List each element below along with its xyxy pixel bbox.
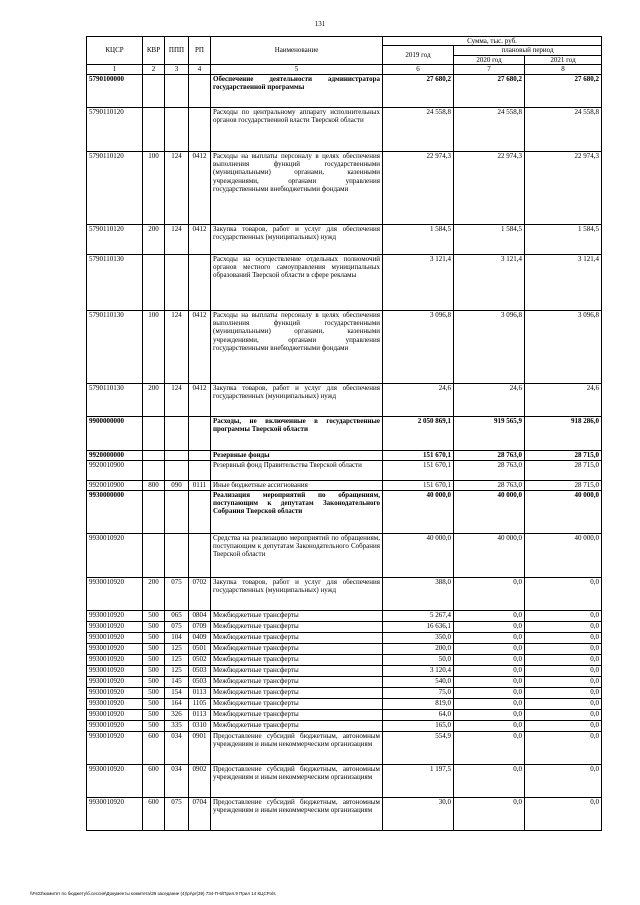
cell-rp: 0702 (189, 577, 211, 610)
budget-table (86, 36, 602, 831)
table-row (87, 254, 602, 310)
cell-rp: 0503 (189, 665, 211, 676)
cell-rp: 0113 (189, 687, 211, 698)
cell-name: Расходы, не включенные в государственные программы Тверской области (211, 416, 383, 450)
cell-2020: 28 763,0 (454, 450, 525, 460)
cell-2020: 0,0 (454, 720, 525, 731)
cell-ppp (165, 450, 189, 460)
cell-2019: 30,0 (383, 797, 454, 830)
cell-kcsr: 9930010920 (87, 797, 143, 830)
cell-2021: 28 715,0 (525, 460, 602, 480)
cell-kcsr: 9930010920 (87, 731, 143, 764)
table-row (87, 450, 602, 460)
cell-2019: 1 197,5 (383, 764, 454, 797)
cell-kcsr: 5790110120 (87, 151, 143, 224)
cell-name: Предоставление субсидий бюджетным, автономным учреждениям и иным некоммерческим организациям (211, 731, 383, 764)
cell-kvr (143, 533, 165, 577)
header-2020: 2020 год (454, 55, 525, 64)
cell-name: Закупка товаров, работ и услуг для обеспечения государственных (муниципальных) нужд (211, 383, 383, 416)
table-row (87, 764, 602, 797)
column-number: 6 (383, 65, 454, 74)
cell-kvr (143, 254, 165, 310)
table-row (87, 224, 602, 254)
cell-2021: 1 584,5 (525, 224, 602, 254)
cell-ppp: 125 (165, 643, 189, 654)
cell-rp: 0804 (189, 610, 211, 621)
table-row (87, 310, 602, 383)
cell-2019: 24,6 (383, 383, 454, 416)
cell-2021: 27 680,2 (525, 74, 602, 107)
cell-kvr: 500 (143, 698, 165, 709)
cell-2021: 0,0 (525, 610, 602, 621)
cell-2019: 554,9 (383, 731, 454, 764)
cell-2019: 165,0 (383, 720, 454, 731)
cell-2019: 40 000,0 (383, 533, 454, 577)
cell-2020: 3 096,8 (454, 310, 525, 383)
cell-ppp: 075 (165, 797, 189, 830)
cell-ppp: 124 (165, 224, 189, 254)
footer-file-path: \\Fs03\комитет по бюджету\б.сессия\Документы комитета\39 заседание (4)\pr\pr(39) 734-П-6\Прил.9 Прил 14 КЦСР.xls (30, 891, 276, 896)
cell-ppp (165, 107, 189, 151)
cell-kvr: 500 (143, 720, 165, 731)
cell-rp (189, 450, 211, 460)
column-number: 7 (454, 65, 525, 74)
cell-name: Резервные фонды (211, 450, 383, 460)
cell-name: Обеспечение деятельности администратора государственной программы (211, 74, 383, 107)
cell-name: Иные бюджетные ассигнования (211, 480, 383, 490)
cell-name: Закупка товаров, работ и услуг для обеспечения государственных (муниципальных) нужд (211, 224, 383, 254)
cell-2021: 0,0 (525, 731, 602, 764)
cell-kvr: 500 (143, 654, 165, 665)
cell-kvr: 200 (143, 383, 165, 416)
cell-2020: 0,0 (454, 621, 525, 632)
cell-name: Межбюджетные трансферты (211, 687, 383, 698)
cell-ppp (165, 74, 189, 107)
cell-kcsr: 9930010920 (87, 687, 143, 698)
cell-2020: 28 763,0 (454, 480, 525, 490)
header-name: Наименование (211, 37, 383, 65)
cell-rp (189, 74, 211, 107)
cell-ppp: 164 (165, 698, 189, 709)
header-kvr: КВР (143, 37, 165, 65)
cell-2020: 0,0 (454, 577, 525, 610)
cell-rp: 0409 (189, 632, 211, 643)
table-row (87, 480, 602, 490)
cell-kcsr: 9930010920 (87, 698, 143, 709)
cell-name: Предоставление субсидий бюджетным, автономным учреждениям и иным некоммерческим организациям (211, 797, 383, 830)
cell-ppp: 125 (165, 665, 189, 676)
table-row (87, 74, 602, 107)
cell-kvr: 500 (143, 676, 165, 687)
cell-2019: 1 584,5 (383, 224, 454, 254)
cell-kvr (143, 460, 165, 480)
cell-rp (189, 107, 211, 151)
cell-name: Межбюджетные трансферты (211, 676, 383, 687)
cell-ppp (165, 490, 189, 533)
cell-name: Межбюджетные трансферты (211, 643, 383, 654)
cell-2021: 0,0 (525, 577, 602, 610)
cell-kcsr: 9920010900 (87, 460, 143, 480)
cell-2020: 0,0 (454, 610, 525, 621)
cell-2021: 0,0 (525, 643, 602, 654)
table-row (87, 687, 602, 698)
table-row (87, 709, 602, 720)
cell-2020: 28 763,0 (454, 460, 525, 480)
cell-2019: 3 096,8 (383, 310, 454, 383)
cell-kvr: 200 (143, 577, 165, 610)
cell-2021: 3 096,8 (525, 310, 602, 383)
cell-2020: 3 121,4 (454, 254, 525, 310)
cell-2020: 0,0 (454, 676, 525, 687)
cell-2021: 0,0 (525, 665, 602, 676)
table-row (87, 533, 602, 577)
cell-ppp: 124 (165, 310, 189, 383)
cell-ppp (165, 416, 189, 450)
cell-2020: 0,0 (454, 731, 525, 764)
cell-name: Расходы на выплаты персоналу в целях обеспечения выполнения функций государственными (муниципальными) органами, казенными учреждениями, органами управления государственными внебюджетными фондами (211, 310, 383, 383)
cell-rp: 0412 (189, 383, 211, 416)
cell-kcsr: 9920010900 (87, 480, 143, 490)
cell-2019: 22 974,3 (383, 151, 454, 224)
table-row (87, 610, 602, 621)
cell-2020: 22 974,3 (454, 151, 525, 224)
cell-kvr: 500 (143, 621, 165, 632)
header-sum: Сумма, тыс. руб. (383, 37, 602, 46)
column-number: 8 (525, 65, 602, 74)
cell-kvr: 600 (143, 764, 165, 797)
cell-2019: 75,0 (383, 687, 454, 698)
cell-kvr: 500 (143, 643, 165, 654)
cell-kvr: 200 (143, 224, 165, 254)
cell-rp (189, 490, 211, 533)
cell-2019: 50,0 (383, 654, 454, 665)
cell-2019: 151 670,1 (383, 460, 454, 480)
page-number: 131 (314, 20, 326, 28)
cell-kcsr: 5790110130 (87, 254, 143, 310)
cell-2019: 151 670,1 (383, 480, 454, 490)
cell-kvr: 100 (143, 151, 165, 224)
cell-2021: 0,0 (525, 764, 602, 797)
cell-kcsr: 9930010920 (87, 610, 143, 621)
cell-kvr: 500 (143, 665, 165, 676)
header-rp: РП (189, 37, 211, 65)
cell-2021: 28 715,0 (525, 480, 602, 490)
column-number: 4 (189, 65, 211, 74)
cell-ppp: 124 (165, 151, 189, 224)
cell-2019: 151 670,1 (383, 450, 454, 460)
cell-name: Закупка товаров, работ и услуг для обеспечения государственных (муниципальных) нужд (211, 577, 383, 610)
cell-2021: 0,0 (525, 632, 602, 643)
table-row (87, 676, 602, 687)
cell-2020: 24 558,8 (454, 107, 525, 151)
cell-kvr: 500 (143, 687, 165, 698)
cell-kvr: 600 (143, 797, 165, 830)
table-row (87, 632, 602, 643)
cell-kcsr: 9920000000 (87, 450, 143, 460)
cell-kvr: 800 (143, 480, 165, 490)
table-row (87, 416, 602, 450)
cell-kvr: 500 (143, 632, 165, 643)
cell-kvr (143, 107, 165, 151)
table-row (87, 460, 602, 480)
cell-2021: 28 715,0 (525, 450, 602, 460)
cell-2021: 40 000,0 (525, 490, 602, 533)
cell-rp (189, 416, 211, 450)
cell-ppp: 065 (165, 610, 189, 621)
header-plan-period: плановый период (454, 46, 602, 55)
cell-2020: 0,0 (454, 709, 525, 720)
cell-kcsr: 9930010920 (87, 709, 143, 720)
cell-rp: 0901 (189, 731, 211, 764)
cell-2019: 64,0 (383, 709, 454, 720)
cell-rp: 0412 (189, 151, 211, 224)
cell-2019: 388,0 (383, 577, 454, 610)
cell-rp: 0113 (189, 709, 211, 720)
column-number: 3 (165, 65, 189, 74)
cell-2021: 0,0 (525, 654, 602, 665)
cell-ppp (165, 533, 189, 577)
cell-2019: 24 558,8 (383, 107, 454, 151)
cell-ppp: 154 (165, 687, 189, 698)
cell-rp: 0902 (189, 764, 211, 797)
cell-rp (189, 460, 211, 480)
cell-2021: 24,6 (525, 383, 602, 416)
table-row (87, 731, 602, 764)
cell-2019: 3 121,4 (383, 254, 454, 310)
cell-2019: 350,0 (383, 632, 454, 643)
cell-2019: 540,0 (383, 676, 454, 687)
cell-name: Расходы по центральному аппарату исполнительных органов государственной власти Тверской области (211, 107, 383, 151)
cell-2020: 24,6 (454, 383, 525, 416)
cell-name: Расходы на осуществление отдельных полномочий органов местного самоуправления муниципальных образований Тверской области в сфере рекламы (211, 254, 383, 310)
cell-name: Резервный фонд Правительства Тверской области (211, 460, 383, 480)
table-row (87, 643, 602, 654)
cell-2019: 5 267,4 (383, 610, 454, 621)
cell-name: Межбюджетные трансферты (211, 654, 383, 665)
cell-2021: 0,0 (525, 698, 602, 709)
cell-rp: 0412 (189, 310, 211, 383)
table-row (87, 383, 602, 416)
cell-kvr (143, 490, 165, 533)
cell-name: Межбюджетные трансферты (211, 665, 383, 676)
cell-kcsr: 9930010920 (87, 665, 143, 676)
cell-kcsr: 5790100000 (87, 74, 143, 107)
cell-kcsr: 5790110120 (87, 224, 143, 254)
cell-2021: 22 974,3 (525, 151, 602, 224)
cell-kvr (143, 416, 165, 450)
table-row (87, 577, 602, 610)
cell-2020: 0,0 (454, 764, 525, 797)
header-2019: 2019 год (383, 46, 454, 65)
cell-ppp: 090 (165, 480, 189, 490)
table-row (87, 490, 602, 533)
cell-2020: 0,0 (454, 665, 525, 676)
cell-kvr: 500 (143, 610, 165, 621)
cell-name: Межбюджетные трансферты (211, 621, 383, 632)
cell-kvr (143, 450, 165, 460)
cell-kcsr: 9930010920 (87, 533, 143, 577)
cell-rp: 0503 (189, 676, 211, 687)
cell-kcsr: 5790110130 (87, 310, 143, 383)
cell-name: Межбюджетные трансферты (211, 720, 383, 731)
cell-rp: 0709 (189, 621, 211, 632)
column-number: 2 (143, 65, 165, 74)
cell-ppp: 075 (165, 621, 189, 632)
table-row (87, 665, 602, 676)
cell-2020: 0,0 (454, 654, 525, 665)
cell-2021: 0,0 (525, 720, 602, 731)
cell-rp: 1105 (189, 698, 211, 709)
cell-kcsr: 9930010920 (87, 676, 143, 687)
cell-2021: 24 558,8 (525, 107, 602, 151)
cell-kcsr: 9930010920 (87, 632, 143, 643)
cell-kcsr: 5790110120 (87, 107, 143, 151)
cell-kcsr: 9930010920 (87, 643, 143, 654)
cell-2019: 3 120,4 (383, 665, 454, 676)
cell-kcsr: 9930010920 (87, 621, 143, 632)
cell-ppp (165, 254, 189, 310)
cell-name: Предоставление субсидий бюджетным, автономным учреждениям и иным некоммерческим организациям (211, 764, 383, 797)
cell-kcsr: 5790110130 (87, 383, 143, 416)
cell-2020: 40 000,0 (454, 533, 525, 577)
cell-2020: 1 584,5 (454, 224, 525, 254)
cell-2019: 27 680,2 (383, 74, 454, 107)
cell-2021: 0,0 (525, 687, 602, 698)
cell-name: Межбюджетные трансферты (211, 698, 383, 709)
header-kcsr: КЦСР (87, 37, 143, 65)
cell-2019: 2 050 869,1 (383, 416, 454, 450)
cell-2020: 0,0 (454, 632, 525, 643)
cell-rp: 0412 (189, 224, 211, 254)
cell-2020: 0,0 (454, 687, 525, 698)
cell-name: Межбюджетные трансферты (211, 709, 383, 720)
cell-rp (189, 254, 211, 310)
cell-ppp: 326 (165, 709, 189, 720)
cell-rp (189, 533, 211, 577)
cell-2020: 0,0 (454, 698, 525, 709)
cell-2019: 40 000,0 (383, 490, 454, 533)
table-header (87, 37, 602, 75)
cell-2021: 918 286,0 (525, 416, 602, 450)
cell-2021: 0,0 (525, 621, 602, 632)
cell-kcsr: 9930000000 (87, 490, 143, 533)
table-row (87, 621, 602, 632)
cell-2019: 819,0 (383, 698, 454, 709)
cell-kvr: 500 (143, 709, 165, 720)
cell-2021: 3 121,4 (525, 254, 602, 310)
cell-ppp: 124 (165, 383, 189, 416)
table-row (87, 107, 602, 151)
header-ppp: ППП (165, 37, 189, 65)
cell-kvr: 600 (143, 731, 165, 764)
cell-kcsr: 9930010920 (87, 654, 143, 665)
cell-name: Средства на реализацию мероприятий по обращениям, поступающим к депутатам Законодательного Собрания Тверской области (211, 533, 383, 577)
cell-rp: 0502 (189, 654, 211, 665)
cell-2021: 0,0 (525, 676, 602, 687)
cell-ppp: 125 (165, 654, 189, 665)
cell-2020: 0,0 (454, 797, 525, 830)
table-row (87, 797, 602, 830)
cell-2020: 919 565,9 (454, 416, 525, 450)
column-number: 5 (211, 65, 383, 74)
cell-name: Расходы на выплаты персоналу в целях обеспечения выполнения функций государственными (муниципальными) органами, казенными учреждениями, органами управления государственными внебюджетными фондами (211, 151, 383, 224)
cell-kcsr: 9930010920 (87, 764, 143, 797)
cell-ppp (165, 460, 189, 480)
cell-name: Межбюджетные трансферты (211, 610, 383, 621)
cell-kvr: 100 (143, 310, 165, 383)
cell-ppp: 335 (165, 720, 189, 731)
table-row (87, 698, 602, 709)
cell-rp: 0310 (189, 720, 211, 731)
cell-rp: 0704 (189, 797, 211, 830)
cell-ppp: 034 (165, 764, 189, 797)
cell-2021: 0,0 (525, 797, 602, 830)
cell-kcsr: 9930010920 (87, 720, 143, 731)
cell-ppp: 145 (165, 676, 189, 687)
cell-2020: 40 000,0 (454, 490, 525, 533)
column-number-row (87, 65, 602, 74)
cell-kcsr: 9930010920 (87, 577, 143, 610)
cell-rp: 0111 (189, 480, 211, 490)
cell-ppp: 034 (165, 731, 189, 764)
cell-rp: 0501 (189, 643, 211, 654)
cell-2021: 0,0 (525, 709, 602, 720)
cell-ppp: 075 (165, 577, 189, 610)
cell-ppp: 104 (165, 632, 189, 643)
cell-2019: 200,0 (383, 643, 454, 654)
cell-name: Реализация мероприятий по обращениям, поступающим к депутатам Законодательного Собрания Тверской области (211, 490, 383, 533)
header-2021: 2021 год (525, 55, 602, 64)
table-row (87, 720, 602, 731)
cell-name: Межбюджетные трансферты (211, 632, 383, 643)
cell-kvr (143, 74, 165, 107)
cell-kcsr: 9900000000 (87, 416, 143, 450)
cell-2019: 16 636,1 (383, 621, 454, 632)
table-row (87, 654, 602, 665)
column-number: 1 (87, 65, 143, 74)
cell-2020: 0,0 (454, 643, 525, 654)
table-body (87, 74, 602, 830)
cell-2021: 40 000,0 (525, 533, 602, 577)
cell-2020: 27 680,2 (454, 74, 525, 107)
table-row (87, 151, 602, 224)
